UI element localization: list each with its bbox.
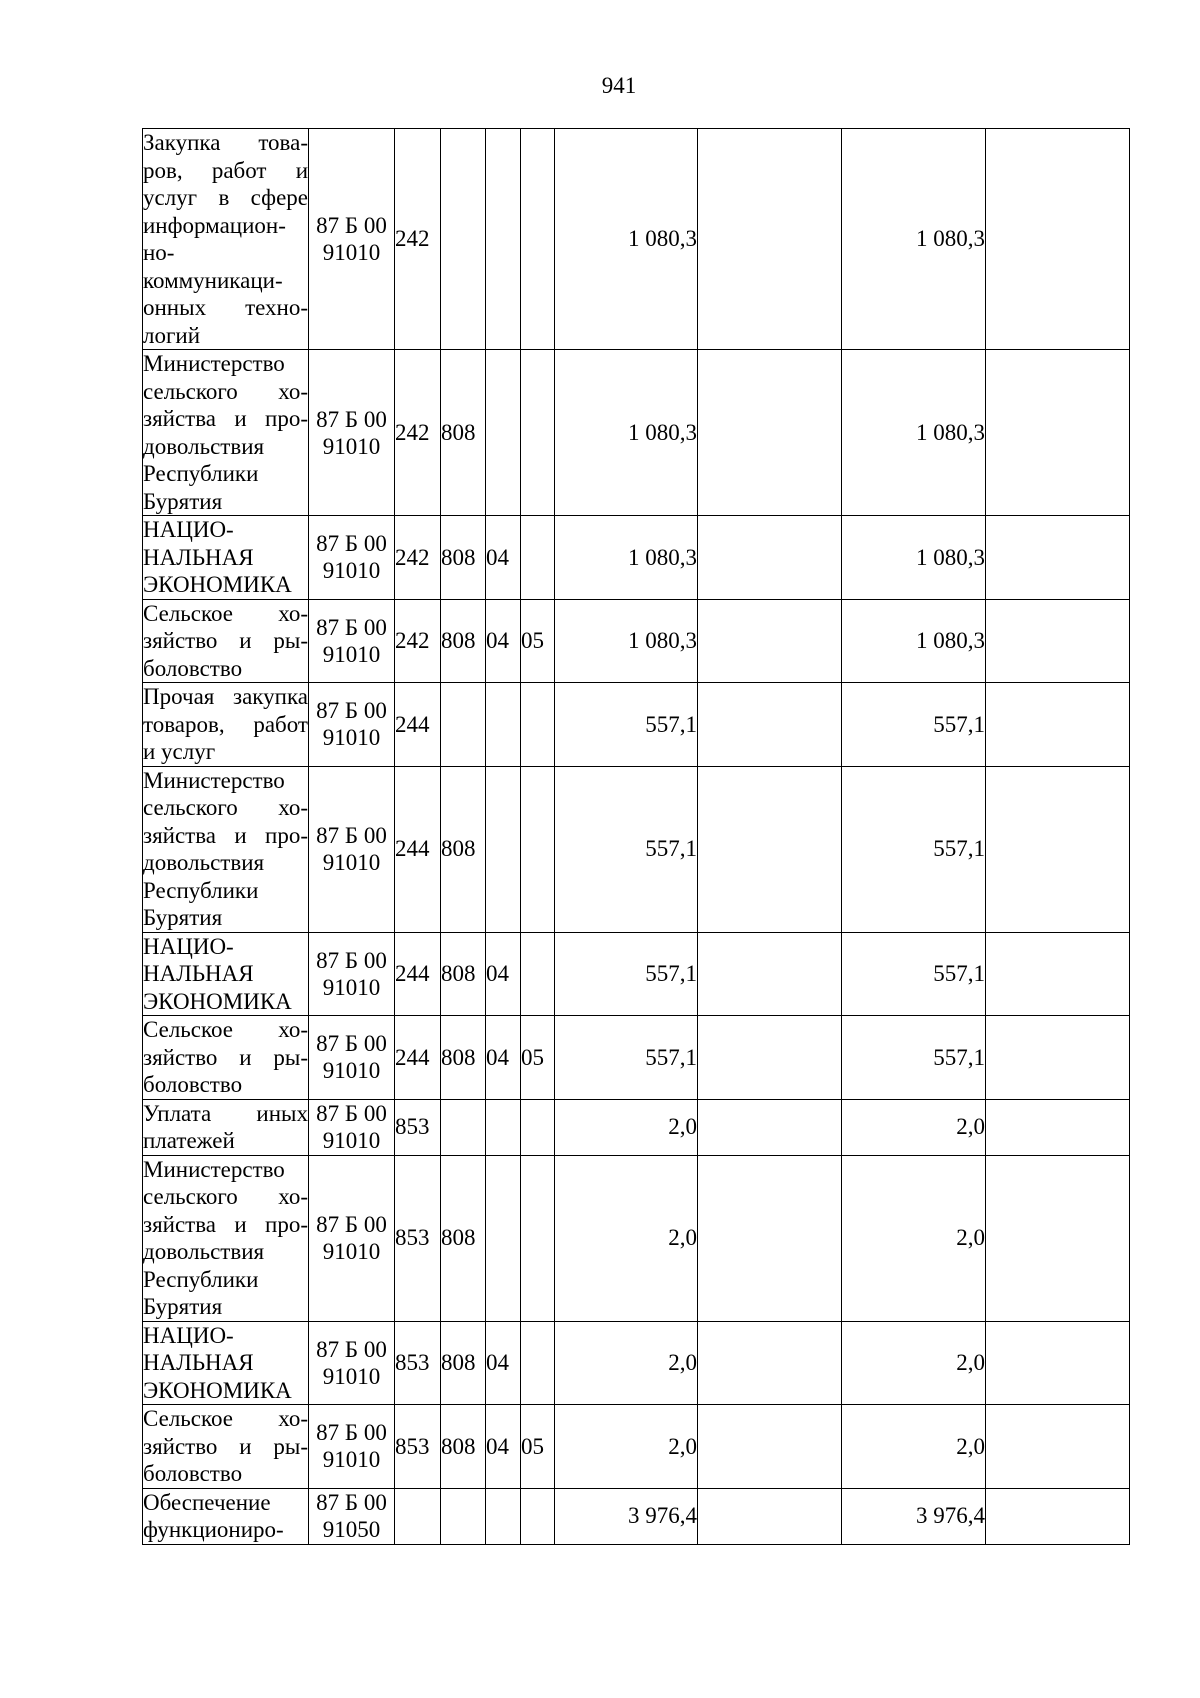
row-name-line: Сельское хо- — [143, 1017, 308, 1042]
expense-type-cell: 242 — [395, 129, 441, 350]
amount-cell-3: 557,1 — [842, 1016, 986, 1100]
ministry-code-cell: 808 — [441, 1016, 486, 1100]
expense-type-cell: 853 — [395, 1321, 441, 1405]
expense-type-cell: 242 — [395, 599, 441, 683]
row-name-cell — [143, 683, 309, 767]
amount-cell-3: 1 080,3 — [842, 516, 986, 600]
amount-cell-4 — [986, 1405, 1130, 1489]
target-article-code-line: 87 Б 00 — [316, 947, 387, 973]
subsection-code-cell: 05 — [521, 1405, 555, 1489]
section-code-cell: 04 — [486, 516, 521, 600]
amount-cell-1: 2,0 — [555, 1405, 698, 1489]
row-name-line: НАЦИО- — [143, 517, 234, 542]
row-name-line: НАЛЬНАЯ — [143, 961, 254, 986]
amount-cell-2 — [698, 129, 842, 350]
expense-type-cell: 853 — [395, 1099, 441, 1155]
amount-cell-3: 557,1 — [842, 683, 986, 767]
ministry-code-cell: 808 — [441, 1405, 486, 1489]
target-article-code-line: 87 Б 00 — [316, 1031, 387, 1057]
table-row — [143, 1155, 1130, 1321]
section-code-cell: 04 — [486, 599, 521, 683]
row-name-line: Сельское хо- — [143, 1406, 308, 1431]
amount-cell-3: 1 080,3 — [842, 599, 986, 683]
amount-cell-3: 3 976,4 — [842, 1488, 986, 1544]
row-name-line: Обеспечение — [143, 1489, 271, 1515]
amount-cell-4 — [986, 516, 1130, 600]
subsection-code-cell — [521, 350, 555, 516]
amount-cell-1: 1 080,3 — [555, 350, 698, 516]
target-article-code-cell — [309, 1321, 395, 1405]
target-article-code-cell — [309, 599, 395, 683]
row-name-line: ЭКОНОМИКА — [143, 988, 292, 1014]
row-name-line: но- — [143, 240, 175, 265]
target-article-code-line: 91010 — [322, 974, 381, 1000]
amount-cell-2 — [698, 599, 842, 683]
amount-cell-2 — [698, 1016, 842, 1100]
expense-type-cell: 242 — [395, 516, 441, 600]
target-article-code-cell — [309, 1016, 395, 1100]
section-code-cell: 04 — [486, 1321, 521, 1405]
expense-type-cell: 244 — [395, 1016, 441, 1100]
target-article-code-cell — [309, 350, 395, 516]
target-article-code-line: 87 Б 00 — [316, 823, 387, 848]
target-article-code-line: 87 Б 00 — [316, 1101, 387, 1126]
row-name-line: функциониро- — [143, 1517, 284, 1542]
target-article-code-line: 91010 — [322, 725, 381, 751]
target-article-code-cell — [309, 129, 395, 350]
section-code-cell — [486, 766, 521, 932]
ministry-code-cell — [441, 129, 486, 350]
amount-cell-1: 557,1 — [555, 1016, 698, 1100]
amount-cell-4 — [986, 1488, 1130, 1544]
ministry-code-cell — [441, 1488, 486, 1544]
row-name-line: зяйство и ры- — [143, 1044, 308, 1070]
amount-cell-3: 2,0 — [842, 1321, 986, 1405]
amount-cell-4 — [986, 599, 1130, 683]
ministry-code-cell: 808 — [441, 1155, 486, 1321]
target-article-code-cell — [309, 932, 395, 1016]
row-name-line: сельского хо- — [143, 795, 308, 820]
target-article-code-line: 87 Б 00 — [316, 1336, 387, 1362]
budget-table-body — [143, 129, 1130, 1545]
target-article-code-line: 91010 — [322, 1239, 381, 1264]
subsection-code-cell: 05 — [521, 1016, 555, 1100]
amount-cell-2 — [698, 1321, 842, 1405]
subsection-code-cell — [521, 1321, 555, 1405]
amount-cell-1: 557,1 — [555, 766, 698, 932]
subsection-code-cell — [521, 129, 555, 350]
budget-table — [142, 128, 1130, 1545]
amount-cell-3: 1 080,3 — [842, 350, 986, 516]
target-article-code-line: 87 Б 00 — [316, 698, 387, 724]
row-name-cell — [143, 932, 309, 1016]
ministry-code-cell: 808 — [441, 599, 486, 683]
row-name-line: зяйство и ры- — [143, 628, 308, 653]
row-name-line: Республики — [143, 461, 259, 486]
table-row — [143, 350, 1130, 516]
page-number: 941 — [601, 73, 637, 98]
row-name-line: зяйства и про- — [143, 822, 308, 848]
row-name-cell — [143, 516, 309, 600]
amount-cell-4 — [986, 1099, 1130, 1155]
table-row — [143, 932, 1130, 1016]
target-article-code-line: 91010 — [322, 1363, 381, 1389]
expense-type-cell: 242 — [395, 350, 441, 516]
row-name-line: Бурятия — [143, 488, 223, 514]
table-row — [143, 1488, 1130, 1544]
row-name-cell — [143, 1099, 309, 1155]
amount-cell-1: 557,1 — [555, 932, 698, 1016]
amount-cell-4 — [986, 683, 1130, 767]
expense-type-cell: 853 — [395, 1405, 441, 1489]
amount-cell-3: 2,0 — [842, 1405, 986, 1489]
amount-cell-2 — [698, 766, 842, 932]
target-article-code-cell — [309, 683, 395, 767]
row-name-line: Бурятия — [143, 905, 223, 930]
amount-cell-3: 557,1 — [842, 932, 986, 1016]
target-article-code-cell — [309, 766, 395, 932]
section-code-cell — [486, 1155, 521, 1321]
row-name-line: Республики — [143, 1266, 259, 1292]
row-name-line: Республики — [143, 877, 259, 903]
row-name-line: зяйства и про- — [143, 406, 308, 431]
row-name-line: довольствия — [143, 433, 265, 459]
row-name-line: боловство — [143, 655, 243, 681]
ministry-code-cell: 808 — [441, 932, 486, 1016]
section-code-cell: 04 — [486, 1016, 521, 1100]
row-name-cell — [143, 1405, 309, 1489]
amount-cell-4 — [986, 1155, 1130, 1321]
row-name-line: Уплата иных — [143, 1100, 308, 1126]
target-article-code-cell — [309, 1488, 395, 1544]
row-name-line: логий — [143, 322, 201, 348]
row-name-line: довольствия — [143, 850, 265, 875]
section-code-cell — [486, 1488, 521, 1544]
ministry-code-cell: 808 — [441, 350, 486, 516]
row-name-line: ЭКОНОМИКА — [143, 572, 292, 597]
table-row — [143, 516, 1130, 600]
target-article-code-line: 91010 — [322, 1128, 381, 1153]
row-name-line: товаров, работ — [143, 711, 308, 737]
row-name-line: НАЦИО- — [143, 933, 234, 959]
row-name-line: боловство — [143, 1072, 243, 1097]
expense-type-cell: 244 — [395, 932, 441, 1016]
section-code-cell — [486, 350, 521, 516]
ministry-code-cell — [441, 1099, 486, 1155]
amount-cell-1: 2,0 — [555, 1155, 698, 1321]
target-article-code-line: 91050 — [322, 1517, 381, 1542]
target-article-code-line: 87 Б 00 — [316, 531, 387, 557]
expense-type-cell: 244 — [395, 683, 441, 767]
target-article-code-line: 87 Б 00 — [316, 213, 387, 238]
amount-cell-4 — [986, 932, 1130, 1016]
table-row — [143, 1099, 1130, 1155]
amount-cell-2 — [698, 1488, 842, 1544]
amount-cell-3: 2,0 — [842, 1155, 986, 1321]
expense-type-cell: 853 — [395, 1155, 441, 1321]
subsection-code-cell — [521, 1488, 555, 1544]
amount-cell-4 — [986, 129, 1130, 350]
row-name-line: Министерство — [143, 1156, 285, 1182]
row-name-line: сельского хо- — [143, 1184, 308, 1209]
section-code-cell: 04 — [486, 932, 521, 1016]
target-article-code-line: 91010 — [322, 850, 381, 875]
row-name-cell — [143, 129, 309, 350]
amount-cell-3: 1 080,3 — [842, 129, 986, 350]
section-code-cell — [486, 683, 521, 767]
row-name-line: Прочая закупка — [143, 684, 308, 709]
amount-cell-1: 2,0 — [555, 1099, 698, 1155]
table-row — [143, 129, 1130, 350]
row-name-cell — [143, 1488, 309, 1544]
row-name-line: информацион- — [143, 212, 286, 238]
expense-type-cell: 244 — [395, 766, 441, 932]
row-name-line: коммуникаци- — [143, 267, 283, 293]
subsection-code-cell — [521, 766, 555, 932]
subsection-code-cell: 05 — [521, 599, 555, 683]
amount-cell-1: 1 080,3 — [555, 599, 698, 683]
row-name-line: Министерство — [143, 767, 285, 793]
row-name-line: платежей — [143, 1128, 235, 1153]
subsection-code-cell — [521, 516, 555, 600]
row-name-cell — [143, 766, 309, 932]
target-article-code-line: 91010 — [322, 1058, 381, 1084]
amount-cell-2 — [698, 1405, 842, 1489]
amount-cell-4 — [986, 1321, 1130, 1405]
target-article-code-line: 91010 — [322, 240, 381, 265]
target-article-code-cell — [309, 1405, 395, 1489]
row-name-cell — [143, 350, 309, 516]
amount-cell-2 — [698, 350, 842, 516]
row-name-cell — [143, 1016, 309, 1100]
row-name-line: НАЦИО- — [143, 1322, 234, 1348]
row-name-line: довольствия — [143, 1239, 265, 1264]
target-article-code-line: 91010 — [322, 1447, 381, 1473]
target-article-code-line: 87 Б 00 — [316, 614, 387, 640]
row-name-line: Бурятия — [143, 1294, 223, 1319]
row-name-line: и услуг — [143, 739, 216, 764]
amount-cell-3: 557,1 — [842, 766, 986, 932]
amount-cell-1: 1 080,3 — [555, 516, 698, 600]
row-name-line: Министерство — [143, 351, 285, 376]
row-name-line: сельского хо- — [143, 378, 308, 404]
ministry-code-cell: 808 — [441, 516, 486, 600]
target-article-code-line: 87 Б 00 — [316, 1490, 387, 1515]
ministry-code-cell: 808 — [441, 766, 486, 932]
target-article-code-line: 91010 — [322, 433, 381, 459]
row-name-line: услуг в сфере — [143, 185, 308, 210]
subsection-code-cell — [521, 932, 555, 1016]
section-code-cell — [486, 1099, 521, 1155]
row-name-line: ров, работ и — [143, 157, 308, 183]
row-name-line: Закупка това- — [143, 130, 308, 155]
row-name-line: зяйства и про- — [143, 1211, 308, 1237]
table-row — [143, 1016, 1130, 1100]
row-name-line: НАЛЬНАЯ — [143, 1350, 254, 1375]
table-row — [143, 683, 1130, 767]
row-name-line: онных техно- — [143, 295, 308, 320]
amount-cell-4 — [986, 766, 1130, 932]
subsection-code-cell — [521, 1099, 555, 1155]
ministry-code-cell — [441, 683, 486, 767]
target-article-code-line: 87 Б 00 — [316, 406, 387, 432]
row-name-line: боловство — [143, 1461, 243, 1486]
row-name-cell — [143, 599, 309, 683]
amount-cell-1: 3 976,4 — [555, 1488, 698, 1544]
amount-cell-1: 557,1 — [555, 683, 698, 767]
amount-cell-2 — [698, 683, 842, 767]
row-name-line: НАЛЬНАЯ — [143, 544, 254, 570]
amount-cell-4 — [986, 1016, 1130, 1100]
target-article-code-cell — [309, 1155, 395, 1321]
target-article-code-cell — [309, 516, 395, 600]
section-code-cell: 04 — [486, 1405, 521, 1489]
amount-cell-2 — [698, 932, 842, 1016]
target-article-code-line: 91010 — [322, 641, 381, 667]
subsection-code-cell — [521, 683, 555, 767]
expense-type-cell — [395, 1488, 441, 1544]
subsection-code-cell — [521, 1155, 555, 1321]
amount-cell-3: 2,0 — [842, 1099, 986, 1155]
amount-cell-2 — [698, 1155, 842, 1321]
table-row — [143, 766, 1130, 932]
table-row — [143, 1405, 1130, 1489]
row-name-line: Сельское хо- — [143, 600, 308, 626]
amount-cell-4 — [986, 350, 1130, 516]
table-row — [143, 1321, 1130, 1405]
row-name-cell — [143, 1155, 309, 1321]
row-name-cell — [143, 1321, 309, 1405]
target-article-code-line: 87 Б 00 — [316, 1420, 387, 1446]
table-row — [143, 599, 1130, 683]
amount-cell-1: 1 080,3 — [555, 129, 698, 350]
amount-cell-2 — [698, 1099, 842, 1155]
amount-cell-2 — [698, 516, 842, 600]
target-article-code-line: 87 Б 00 — [316, 1212, 387, 1237]
section-code-cell — [486, 129, 521, 350]
ministry-code-cell: 808 — [441, 1321, 486, 1405]
target-article-code-cell — [309, 1099, 395, 1155]
amount-cell-1: 2,0 — [555, 1321, 698, 1405]
row-name-line: ЭКОНОМИКА — [143, 1377, 292, 1403]
target-article-code-line: 91010 — [322, 558, 381, 584]
row-name-line: зяйство и ры- — [143, 1433, 308, 1459]
